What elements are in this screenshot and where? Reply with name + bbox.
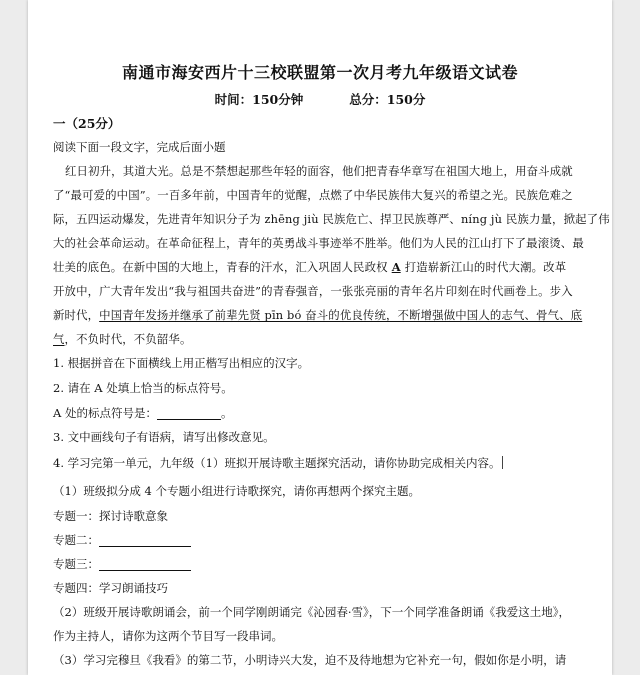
paragraph-line-5-part-b: 打造崭新江山的时代大潮。改革 (404, 260, 567, 274)
paragraph-line-1: 红日初升，其道大光。总是不禁想起那些年轻的面容，他们把青春华章写在祖国大地上，用奋斗成就 (65, 164, 573, 178)
answer-blank-a[interactable] (157, 406, 221, 420)
text-cursor (502, 456, 503, 469)
exam-subtitle (28, 90, 612, 108)
paragraph-line-7-part-a: 新时代， (53, 308, 100, 322)
paragraph-line-5-part-a: 壮美的底色。在新中国的大地上，青春的汗水，汇入巩固人民政权 (53, 260, 388, 274)
topic-3-label: 专题三： (53, 557, 99, 571)
answer-period: 。 (220, 406, 233, 420)
paragraph-line-6: 开放中，广大青年发出“我与祖国共奋进”的青春强音，一张张亮丽的青年名片印刻在时代画卷上。步入 (53, 284, 573, 298)
exam-time: 时间：150分钟 (214, 92, 304, 107)
question-4-text: 4. 学习完第一单元，九年级（1）班拟开展诗歌主题探究活动，请你协助完成相关内容。 (53, 456, 501, 470)
question-3: 3. 文中画线句子有语病，请写出修改意见。 (53, 430, 275, 444)
blank-a-marker: A (391, 260, 401, 274)
question-2: 2. 请在 A 处填上恰当的标点符号。 (53, 381, 233, 395)
paragraph-line-4: 大的社会革命运动。在革命征程上，青年的英勇战斗事迹举不胜举。他们为人民的江山打下了最滚烫、最 (53, 236, 584, 250)
question-1: 1. 根据拼音在下面横线上用正楷写出相应的汉字。 (53, 356, 310, 370)
exam-score: 总分：150分 (349, 92, 426, 107)
topic-4: 专题四：学习朗诵技巧 (53, 581, 168, 595)
paragraph-line-3: 际，五四运动爆发，先进青年知识分子为 zhēng jiù 民族危亡、捍卫民族尊严、níng jù 民族力量，掀起了伟 (53, 212, 610, 226)
topic-2-blank[interactable] (99, 533, 191, 547)
topic-2-line (53, 532, 593, 548)
question-2-answer-label: A 处的标点符号是： (53, 406, 157, 420)
paragraph-line-8 (53, 331, 593, 347)
question-4 (53, 455, 593, 471)
question-4-2-line-1: （2）班级开展诗歌朗诵会，前一个同学刚朗诵完《沁园春·雪》，下一个同学准备朗诵《我爱这土地》， (53, 605, 570, 619)
section-heading: 一（25分） (53, 116, 121, 131)
paragraph-line-8-part-b: ，不负时代，不负韶华。 (64, 332, 192, 346)
exam-title: 南通市海安西片十三校联盟第一次月考九年级语文试卷 (121, 63, 518, 82)
question-2-answer-line (53, 405, 593, 421)
paragraph-line-7 (53, 307, 593, 323)
question-4-2-line-2: 作为主持人，请你为这两个节目写一段串词。 (53, 629, 283, 643)
topic-1: 专题一：探讨诗歌意象 (53, 509, 168, 523)
reading-instruction: 阅读下面一段文字，完成后面小题 (53, 140, 226, 154)
topic-3-blank[interactable] (99, 557, 191, 571)
question-4-3: （3）学习完穆旦《我看》的第二节，小明诗兴大发，迫不及待地想为它补充一句，假如你是小明，请 (53, 653, 567, 667)
underlined-sentence: 中国青年发扬并继承了前辈先贤 pīn bó 奋斗的优良传统，不断增强做中国人的志气、骨气、底 (99, 308, 583, 322)
paragraph-line-5 (53, 259, 593, 275)
document-page (28, 0, 612, 675)
question-4-1: （1）班级拟分成 4 个专题小组进行诗歌探究，请你再想两个探究主题。 (53, 484, 420, 498)
paragraph-line-2: 了“最可爱的中国”。一百多年前，中国青年的觉醒，点燃了中华民族伟大复兴的希望之光。民族危难之 (53, 188, 573, 202)
topic-3-line (53, 556, 593, 572)
topic-2-label: 专题二： (53, 533, 99, 547)
underlined-sentence-end: 气 (53, 332, 65, 346)
